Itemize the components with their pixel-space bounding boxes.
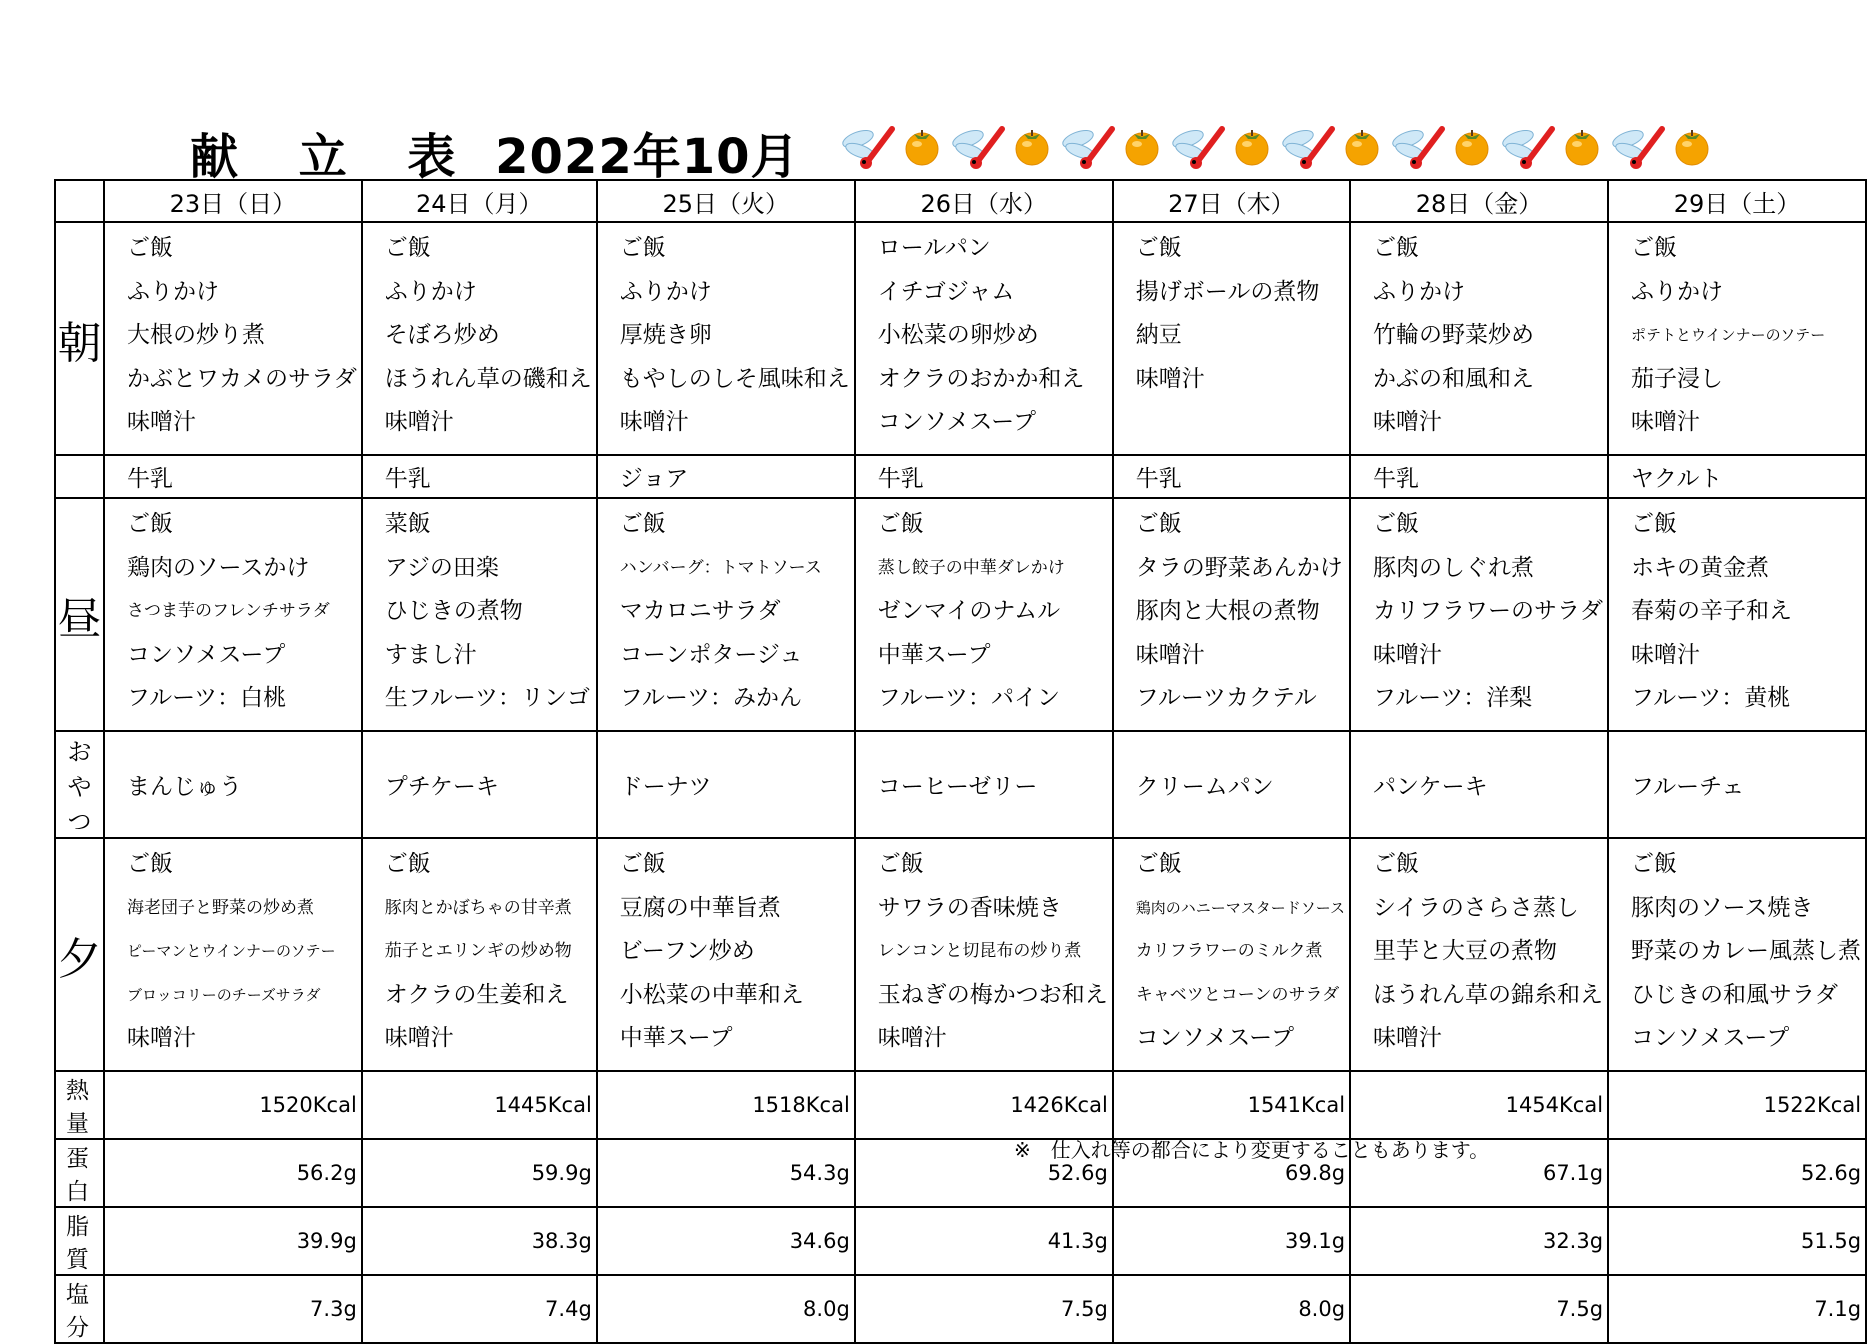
menu-item: レンコンと切昆布の炒り煮	[877, 941, 1082, 961]
menu-item: 大根の炒り煮	[127, 322, 265, 348]
breakfast-cell	[1113, 222, 1350, 455]
snacks-cell: プチケーキ	[362, 731, 597, 838]
nutrition-value: 7.4g	[362, 1275, 597, 1343]
nutrition-row	[55, 1275, 1866, 1343]
nutrition-value: 8.0g	[1113, 1275, 1350, 1343]
title-main: 献 立 表	[190, 129, 478, 185]
dragonfly-icon	[950, 121, 1008, 171]
nutrition-label: 熱量	[55, 1071, 104, 1139]
persimmon-icon	[1452, 125, 1492, 167]
menu-item: 生フルーツ：リンゴ	[384, 685, 590, 711]
menu-item: 春菊の辛子和え	[1631, 598, 1793, 624]
dinner-cell	[1608, 838, 1866, 1071]
day-header: 25日（火）	[597, 180, 855, 222]
nutrition-label: 蛋白	[55, 1139, 104, 1207]
title-month: 2022年10月	[495, 129, 800, 185]
menu-item: ご飯	[619, 235, 666, 261]
menu-item: そぼろ炒め	[384, 322, 500, 348]
menu-item: 豚肉と大根の煮物	[1135, 598, 1320, 624]
dragonfly-icon	[840, 121, 898, 171]
dragonfly-icon	[1280, 121, 1338, 171]
breakfast-cell	[104, 222, 362, 455]
menu-item: ご飯	[1135, 511, 1182, 537]
day-header: 28日（金）	[1350, 180, 1608, 222]
menu-item: 味噌汁	[127, 409, 196, 435]
menu-item: ふりかけ	[1631, 278, 1724, 305]
day-header: 27日（木）	[1113, 180, 1350, 222]
menu-item: 海老団子と野菜の炒め煮	[127, 897, 314, 918]
menu-item: ご飯	[1631, 511, 1678, 537]
nutrition-value: 7.1g	[1608, 1275, 1866, 1343]
lunch-cell	[1608, 498, 1866, 731]
breakfast-cell	[597, 222, 855, 455]
lunch-cell	[362, 498, 597, 731]
drinks-cell: 牛乳	[1113, 455, 1350, 498]
menu-item: ご飯	[127, 511, 173, 537]
menu-item: コーンポタージュ	[619, 641, 803, 668]
menu-item: 味噌汁	[1631, 409, 1701, 435]
menu-item: ビーフン炒め	[619, 938, 755, 964]
lunch-cell	[104, 498, 362, 731]
persimmon-icon	[1342, 125, 1382, 167]
menu-item: オクラのおかか和え	[877, 365, 1085, 392]
breakfast-cell	[1350, 222, 1608, 455]
menu-item: フルーツ：洋梨	[1373, 685, 1533, 711]
drinks-label	[55, 455, 104, 498]
menu-item: ホキの黄金煮	[1631, 554, 1770, 581]
nutrition-value: 1518Kcal	[597, 1071, 855, 1139]
menu-item: 里芋と大豆の煮物	[1373, 938, 1558, 964]
drinks-cell: ヤクルト	[1608, 455, 1866, 498]
menu-item: もやしのしそ風味和え	[619, 365, 850, 392]
nutrition-row	[55, 1139, 1866, 1207]
nutrition-value: 1541Kcal	[1113, 1071, 1350, 1139]
drinks-cell: 牛乳	[362, 455, 597, 498]
nutrition-value: 67.1g	[1350, 1139, 1608, 1207]
day-header: 29日（土）	[1608, 180, 1866, 222]
page-title	[190, 118, 800, 187]
nutrition-value: 7.3g	[104, 1275, 362, 1343]
menu-item: 小松菜の中華和え	[619, 981, 804, 1008]
menu-item: 豚肉のソース焼き	[1631, 894, 1814, 921]
menu-item: ご飯	[1373, 235, 1420, 261]
nutrition-value: 1522Kcal	[1608, 1071, 1866, 1139]
menu-item: 鶏肉のソースかけ	[127, 554, 310, 581]
menu-item: フルーツカクテル	[1135, 685, 1317, 711]
menu-item: 厚焼き卵	[619, 322, 712, 348]
nutrition-value: 38.3g	[362, 1207, 597, 1275]
drinks-cell: 牛乳	[855, 455, 1113, 498]
nutrition-value: 39.1g	[1113, 1207, 1350, 1275]
dinner-cell	[1113, 838, 1350, 1071]
menu-item: 納豆	[1135, 322, 1182, 348]
menu-item: ピーマンとウインナーのソテー	[127, 942, 336, 960]
snacks-cell: ドーナツ	[597, 731, 855, 838]
menu-item: キャベツとコーンのサラダ	[1135, 984, 1340, 1005]
menu-item: ポテトとウインナーのソテー	[1631, 326, 1826, 344]
dragonfly-icon	[1390, 121, 1448, 171]
menu-item: 味噌汁	[1135, 641, 1205, 668]
footnote: ※ 仕入れ等の都合により変更することもあります。	[1014, 1138, 1490, 1162]
nutrition-value: 52.6g	[855, 1139, 1113, 1207]
menu-item: ご飯	[877, 851, 924, 877]
snacks-cell: クリームパン	[1113, 731, 1350, 838]
nutrition-label: 塩分	[55, 1275, 104, 1343]
menu-item: フルーツ：白桃	[127, 685, 287, 711]
menu-item: 味噌汁	[1373, 641, 1443, 668]
nutrition-value: 1520Kcal	[104, 1071, 362, 1139]
menu-item	[1136, 401, 1345, 445]
nutrition-row	[55, 1207, 1866, 1275]
nutrition-value: 8.0g	[597, 1275, 855, 1343]
menu-item: 味噌汁	[1373, 409, 1443, 435]
menu-item: 味噌汁	[384, 1025, 454, 1051]
menu-item: ふりかけ	[1373, 278, 1466, 305]
menu-item: ご飯	[619, 511, 666, 537]
menu-item: かぶとワカメのサラダ	[127, 365, 357, 392]
menu-item: ほうれん草の磯和え	[384, 365, 592, 392]
menu-item: ひじきの煮物	[384, 598, 523, 624]
menu-item: ご飯	[1631, 235, 1678, 261]
menu-item: 味噌汁	[1631, 641, 1701, 668]
menu-item: カリフラワーのサラダ	[1373, 598, 1603, 624]
lunch-cell	[1113, 498, 1350, 731]
breakfast-cell	[855, 222, 1113, 455]
menu-item: ブロッコリーのチーズサラダ	[127, 985, 321, 1004]
lunch-cell	[1350, 498, 1608, 731]
snacks-cell: パンケーキ	[1350, 731, 1608, 838]
menu-item: 茄子浸し	[1631, 365, 1724, 392]
persimmon-icon	[1232, 125, 1272, 167]
menu-item: かぶの和風和え	[1373, 365, 1535, 392]
dragonfly-icon	[1060, 121, 1118, 171]
breakfast-label: 朝	[55, 222, 104, 455]
menu-item: アジの田楽	[384, 554, 499, 581]
menu-item: 味噌汁	[1373, 1025, 1443, 1051]
menu-item: コンソメスープ	[877, 409, 1037, 435]
nutrition-value: 69.8g	[1113, 1139, 1350, 1207]
menu-item: 茄子とエリンギの炒め物	[384, 941, 572, 961]
dinner-row	[55, 838, 1866, 1071]
menu-item: コンソメスープ	[1631, 1025, 1790, 1051]
day-header: 26日（水）	[855, 180, 1113, 222]
menu-item: ご飯	[127, 851, 173, 877]
persimmon-icon	[1012, 125, 1052, 167]
nutrition-value: 54.3g	[597, 1139, 855, 1207]
menu-item: ハンバーグ：トマトソース	[619, 557, 822, 578]
menu-item: 豚肉とかぼちゃの甘辛煮	[384, 897, 572, 918]
decoration-row	[840, 118, 1720, 174]
menu-item: ご飯	[1373, 511, 1420, 537]
drinks-cell: ジョア	[597, 455, 855, 498]
persimmon-icon	[902, 125, 942, 167]
menu-item: シイラのさらさ蒸し	[1373, 894, 1579, 921]
persimmon-icon	[1122, 125, 1162, 167]
menu-item: ご飯	[1631, 851, 1678, 877]
nutrition-value: 52.6g	[1608, 1139, 1866, 1207]
menu-item: フルーツ：パイン	[877, 685, 1060, 711]
menu-item: ご飯	[1135, 235, 1182, 261]
nutrition-value: 39.9g	[104, 1207, 362, 1275]
menu-item: コンソメスープ	[1135, 1025, 1295, 1051]
menu-item: ふりかけ	[384, 278, 477, 305]
day-header: 24日（月）	[362, 180, 597, 222]
menu-item: カリフラワーのミルク煮	[1135, 941, 1323, 961]
day-header: 23日（日）	[104, 180, 362, 222]
drinks-cell: 牛乳	[104, 455, 362, 498]
snacks-label: おやつ	[55, 731, 104, 838]
nutrition-value: 1445Kcal	[362, 1071, 597, 1139]
menu-item: マカロニサラダ	[619, 598, 781, 624]
nutrition-value: 56.2g	[104, 1139, 362, 1207]
dinner-cell	[362, 838, 597, 1071]
menu-item: 豚肉のしぐれ煮	[1373, 554, 1535, 581]
menu-item: 味噌汁	[127, 1025, 196, 1051]
lunch-row	[55, 498, 1866, 731]
nutrition-label: 脂質	[55, 1207, 104, 1275]
menu-item: イチゴジャム	[877, 278, 1015, 305]
menu-item: ふりかけ	[619, 278, 712, 305]
menu-item: ご飯	[127, 235, 173, 261]
menu-item: ゼンマイのナムル	[877, 598, 1061, 624]
menu-item: 蒸し餃子の中華ダレかけ	[877, 557, 1065, 578]
menu-item: 味噌汁	[1135, 365, 1205, 392]
menu-item: サワラの香味焼き	[877, 894, 1062, 921]
nutrition-row	[55, 1071, 1866, 1139]
menu-item: ひじきの和風サラダ	[1631, 981, 1838, 1008]
nutrition-value: 1426Kcal	[855, 1071, 1113, 1139]
snacks-cell: コーヒーゼリー	[855, 731, 1113, 838]
menu-item: 菜飯	[384, 511, 431, 537]
menu-item: ほうれん草の錦糸和え	[1373, 981, 1604, 1008]
menu-item: ご飯	[877, 511, 924, 537]
dinner-cell	[104, 838, 362, 1071]
nutrition-value: 32.3g	[1350, 1207, 1608, 1275]
menu-item: 小松菜の卵炒め	[877, 322, 1039, 348]
menu-item: フルーツ：黄桃	[1631, 685, 1791, 711]
menu-item: 味噌汁	[877, 1025, 947, 1051]
drink-row	[55, 455, 1866, 498]
menu-item: ご飯	[1135, 851, 1182, 877]
menu-item: 竹輪の野菜炒め	[1373, 322, 1535, 348]
lunch-cell	[855, 498, 1113, 731]
dinner-label: 夕	[55, 838, 104, 1071]
dinner-cell	[597, 838, 855, 1071]
breakfast-cell	[1608, 222, 1866, 455]
breakfast-cell	[362, 222, 597, 455]
menu-item: ご飯	[619, 851, 666, 877]
menu-item: ご飯	[1373, 851, 1420, 877]
menu-item: 野菜のカレー風蒸し煮	[1631, 938, 1862, 964]
menu-item: タラの野菜あんかけ	[1135, 554, 1343, 581]
drinks-cell: 牛乳	[1350, 455, 1608, 498]
persimmon-icon	[1562, 125, 1602, 167]
dragonfly-icon	[1500, 121, 1558, 171]
menu-item: 豆腐の中華旨煮	[619, 894, 781, 921]
menu-item: 味噌汁	[384, 409, 454, 435]
menu-item: すまし汁	[384, 641, 477, 668]
nutrition-value: 41.3g	[855, 1207, 1113, 1275]
dinner-cell	[1350, 838, 1608, 1071]
menu-item: フルーツ：みかん	[619, 685, 802, 711]
corner-cell	[55, 180, 104, 222]
snacks-cell: フルーチェ	[1608, 731, 1866, 838]
menu-item: 中華スープ	[877, 641, 991, 668]
dinner-cell	[855, 838, 1113, 1071]
nutrition-value: 7.5g	[855, 1275, 1113, 1343]
lunch-cell	[597, 498, 855, 731]
dragonfly-icon	[1610, 121, 1668, 171]
menu-item: コンソメスープ	[127, 641, 286, 668]
menu-item: ロールパン	[877, 235, 991, 261]
nutrition-value: 1454Kcal	[1350, 1071, 1608, 1139]
snacks-cell: まんじゅう	[104, 731, 362, 838]
menu-item: オクラの生姜和え	[384, 981, 569, 1008]
menu-item: 玉ねぎの梅かつお和え	[877, 981, 1108, 1008]
menu-item: 中華スープ	[619, 1025, 733, 1051]
persimmon-icon	[1672, 125, 1712, 167]
breakfast-row	[55, 222, 1866, 455]
snack-row	[55, 731, 1866, 838]
menu-item: ご飯	[384, 851, 431, 877]
menu-item: 揚げボールの煮物	[1135, 278, 1320, 305]
lunch-label: 昼	[55, 498, 104, 731]
menu-table	[54, 179, 1867, 1344]
menu-item: ふりかけ	[127, 278, 219, 305]
dragonfly-icon	[1170, 121, 1228, 171]
nutrition-value: 51.5g	[1608, 1207, 1866, 1275]
menu-item: 味噌汁	[619, 409, 689, 435]
menu-item: さつま芋のフレンチサラダ	[127, 601, 330, 621]
day-header-row	[55, 180, 1866, 222]
nutrition-value: 7.5g	[1350, 1275, 1608, 1343]
menu-item: 鶏肉のハニーマスタードソース	[1135, 898, 1346, 917]
menu-item: ご飯	[384, 235, 431, 261]
nutrition-value: 59.9g	[362, 1139, 597, 1207]
nutrition-value: 34.6g	[597, 1207, 855, 1275]
